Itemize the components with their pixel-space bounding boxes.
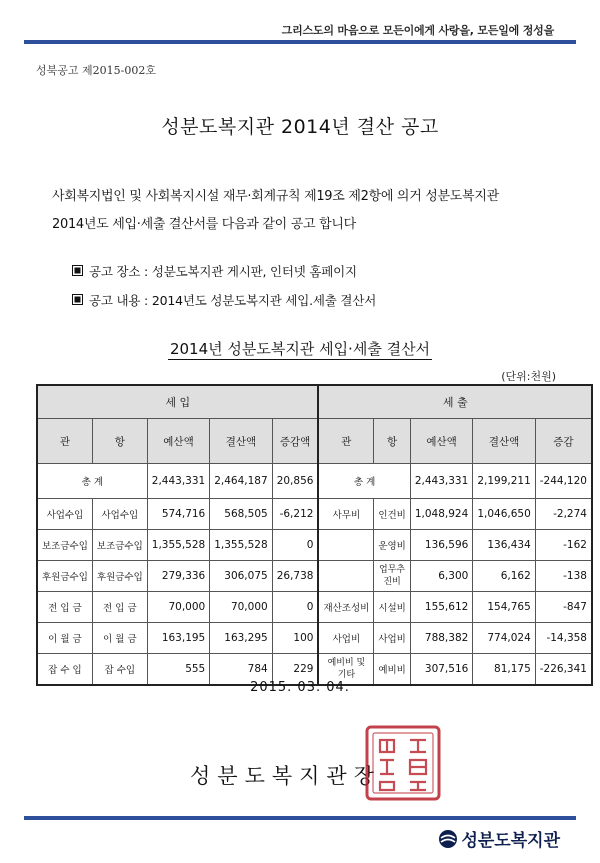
table-cell: 보조금수입 [92,530,147,561]
table-cell: 인건비 [374,499,411,530]
table-cell: 보조금수입 [37,530,92,561]
col-header: 결산액 [210,419,272,464]
table-cell: 사업수입 [92,499,147,530]
table-cell: -244,120 [535,464,592,499]
info-place-text: 공고 장소 : 성분도복지관 게시판, 인터넷 홈페이지 [89,264,357,279]
table-cell: 20,856 [272,464,318,499]
table-row [37,530,592,561]
table-title-text: 2014년 성분도복지관 세입·세출 결산서 [169,340,431,358]
table-title [0,338,600,359]
table-cell: 0 [272,592,318,623]
table-cell: 잡 수입 [92,654,147,686]
checkbox-square-icon [72,265,83,276]
col-header: 항 [374,419,411,464]
table-cell: -2,274 [535,499,592,530]
table-cell: 555 [147,654,209,686]
table-cell: 후원금수입 [37,561,92,592]
notice-number: 성북공고 제2015-002호 [36,64,156,77]
table-cell: 788,382 [410,623,472,654]
table-cell: 예비비 및 기타 [318,654,373,686]
table-cell: 70,000 [147,592,209,623]
col-header: 예산액 [410,419,472,464]
table-cell: 운영비 [374,530,411,561]
table-cell: 사업비 [318,623,373,654]
table-cell: 재산조성비 [318,592,373,623]
intro-line-1: 사회복지법인 및 사회복지시설 재무·회계규칙 제19조 제2항에 의거 성분도복지관 [52,189,499,204]
table-cell: 279,336 [147,561,209,592]
signature-line: 성분도복지관장 [190,764,382,788]
table-cell: 2,443,331 [147,464,209,499]
table-cell: 568,505 [210,499,272,530]
table-cell: -14,358 [535,623,592,654]
announcement-date: 2015. 03. 04. [250,680,350,695]
table-cell: 1,048,924 [410,499,472,530]
table-cell: 시설비 [374,592,411,623]
table-cell: 306,075 [210,561,272,592]
col-header: 관 [318,419,373,464]
table-cell: 사업비 [374,623,411,654]
table-row [37,623,592,654]
total-label: 총 계 [318,464,410,499]
table-cell: -6,212 [272,499,318,530]
table-cell: 774,024 [473,623,535,654]
table-cell: 잡 수 입 [37,654,92,686]
table-cell: 전 입 금 [37,592,92,623]
total-row [37,464,592,499]
checkbox-square-icon [72,294,83,305]
organization-logo [438,826,560,851]
table-cell: 이 월 금 [37,623,92,654]
col-header: 결산액 [473,419,535,464]
table-cell: 163,295 [210,623,272,654]
logo-text: 성분도복지관 [461,831,560,851]
top-divider [24,40,576,44]
total-label: 총 계 [37,464,147,499]
table-cell: 70,000 [210,592,272,623]
table-cell: 136,434 [473,530,535,561]
table-cell: 155,612 [410,592,472,623]
expense-header: 세 출 [318,385,592,419]
table-cell: 업무추진비 [374,561,411,592]
table-cell: 이 월 금 [92,623,147,654]
info-place [72,262,357,280]
table-cell: 사업수입 [37,499,92,530]
table-cell: 2,464,187 [210,464,272,499]
official-seal-icon [364,724,442,802]
table-cell: 예비비 [374,654,411,686]
globe-logo-icon [438,829,458,849]
table-cell: 2,199,211 [473,464,535,499]
col-header: 항 [92,419,147,464]
table-cell [318,530,373,561]
table-cell [318,561,373,592]
col-header: 증감 [535,419,592,464]
table-cell: 사무비 [318,499,373,530]
info-content [72,291,376,309]
table-row [37,592,592,623]
table-cell: 136,596 [410,530,472,561]
slogan: 그리스도의 마음으로 모든이에게 사랑을, 모든일에 정성을 [281,24,554,37]
table-cell: 전 입 금 [92,592,147,623]
unit-label: (단위:천원) [501,370,556,383]
page-title: 성분도복지관 2014년 결산 공고 [161,116,439,138]
settlement-table [36,384,593,686]
table-cell: 163,195 [147,623,209,654]
table-cell: -162 [535,530,592,561]
table-cell: 784 [210,654,272,686]
table-row [37,499,592,530]
info-content-text: 공고 내용 : 2014년도 성분도복지관 세입.세출 결산서 [89,293,377,308]
table-cell: -226,341 [535,654,592,686]
table-cell: 100 [272,623,318,654]
intro-paragraph [52,183,570,239]
intro-line-2: 2014년도 세입·세출 결산서를 다음과 같이 공고 합니다 [52,217,356,232]
col-header: 예산액 [147,419,209,464]
table-cell: 81,175 [473,654,535,686]
income-header: 세 입 [37,385,318,419]
table-row [37,561,592,592]
table-cell: -847 [535,592,592,623]
table-cell: 후원금수입 [92,561,147,592]
table-cell: 6,300 [410,561,472,592]
table-cell: 229 [272,654,318,686]
table-cell: 1,355,528 [210,530,272,561]
table-cell: 26,738 [272,561,318,592]
table-cell: 1,046,650 [473,499,535,530]
table-cell: 6,162 [473,561,535,592]
table-cell: 2,443,331 [410,464,472,499]
col-header: 관 [37,419,92,464]
table-cell: 1,355,528 [147,530,209,561]
table-cell: 154,765 [473,592,535,623]
table-cell: 307,516 [410,654,472,686]
table-cell: 0 [272,530,318,561]
col-header: 증감액 [272,419,318,464]
table-cell: 574,716 [147,499,209,530]
bottom-divider [24,816,576,820]
table-cell: -138 [535,561,592,592]
